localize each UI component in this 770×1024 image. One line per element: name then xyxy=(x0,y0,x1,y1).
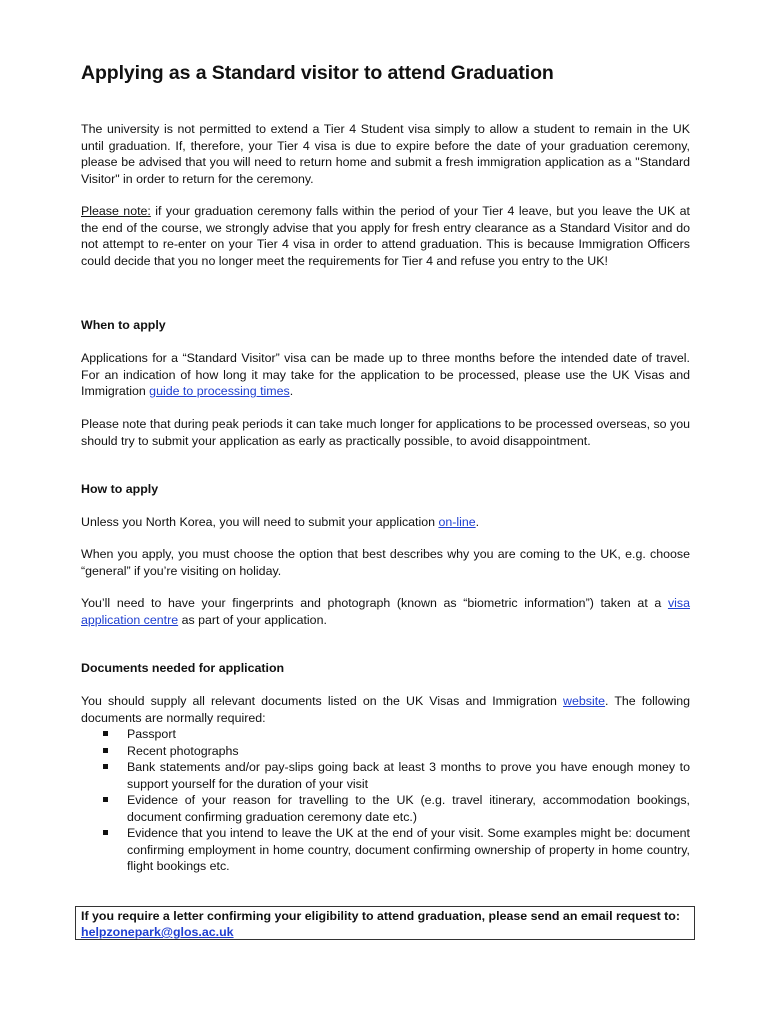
list-item-text: Recent photographs xyxy=(127,743,239,758)
note-label: Please note: xyxy=(81,204,151,218)
intro-paragraph: The university is not permitted to extend a Tier 4 Student visa simply to allow a student to remain in the UK until graduation. If, therefore, your Tier 4 visa is due to expire before the date of your graduation ceremony, please be advised that you will need to return home and submit a fresh immigration application as a "Standard Visitor" in order to return for the ceremony. xyxy=(81,122,690,186)
list-item-text: Passport xyxy=(127,727,176,741)
when-paragraph-1 xyxy=(81,350,690,400)
list-item xyxy=(81,825,690,875)
documents-list xyxy=(81,726,690,875)
list-item xyxy=(81,759,690,792)
how-paragraph-1 xyxy=(81,514,690,531)
ukvi-website-link[interactable]: website xyxy=(563,694,606,708)
bullet-icon xyxy=(103,797,108,802)
biometric-text: You’ll need to have your fingerprints and photograph (known as “biometric information”) taken at a xyxy=(81,596,668,610)
documents-paragraph xyxy=(81,693,690,726)
documents-text-end: . The following documents are normally required: xyxy=(81,694,690,725)
how-paragraph-3 xyxy=(81,595,690,628)
bullet-icon xyxy=(103,731,108,736)
biometric-text-end: as part of your application. xyxy=(178,612,327,627)
list-item-text: Bank statements and/or pay-slips going back at least 3 months to prove you have enough money to support yourself for the duration of your visit xyxy=(127,760,690,791)
list-item-text: Evidence of your reason for travelling to the UK (e.g. travel itinerary, accommodation bookings, document confirming graduation ceremony date etc.) xyxy=(127,793,690,824)
when-text-end: . xyxy=(289,384,294,398)
email-request-text: If you require a letter confirming your eligibility to attend graduation, please send an email request to: xyxy=(81,909,680,923)
how-text: Unless you North Korea, you will need to submit your application xyxy=(81,515,439,529)
how-text-end: . xyxy=(475,515,480,529)
bullet-icon xyxy=(103,748,108,753)
page-title: Applying as a Standard visitor to attend Graduation xyxy=(81,62,554,84)
note-paragraph xyxy=(81,203,690,269)
list-item xyxy=(81,792,690,825)
helpzone-email-link[interactable]: helpzonepark@glos.ac.uk xyxy=(81,925,234,939)
when-text: Applications for a “Standard Visitor” visa can be made up to three months before the intended date of travel. For an indication of how long it may take for the application to be processed, please use the UK Visas and Immigration xyxy=(81,351,690,398)
bullet-icon xyxy=(103,830,108,835)
email-request-box xyxy=(75,906,695,940)
documents-heading: Documents needed for application xyxy=(81,661,285,675)
how-paragraph-2: When you apply, you must choose the option that best describes why you are coming to the UK, e.g. choose “general” if you’re visiting on holiday. xyxy=(81,547,690,578)
when-heading: When to apply xyxy=(81,318,166,332)
online-application-link[interactable]: on-line xyxy=(438,515,476,529)
bullet-icon xyxy=(103,764,108,769)
list-item xyxy=(81,726,690,743)
when-paragraph-2: Please note that during peak periods it can take much longer for applications to be processed overseas, so you should try to submit your application as early as practically possible, to avoid disappointment. xyxy=(81,417,690,448)
how-heading: How to apply xyxy=(81,482,159,496)
list-item xyxy=(81,743,690,760)
list-item-text: Evidence that you intend to leave the UK at the end of your visit. Some examples might be: document confirming employment in home country, document confirming ownership of property in home country, flight bookings etc. xyxy=(127,826,690,873)
visa-application-centre-link[interactable]: visa application centre xyxy=(81,596,690,627)
processing-times-link[interactable]: guide to processing times xyxy=(149,384,290,398)
note-text: if your graduation ceremony falls within the period of your Tier 4 leave, but you leave the UK at the end of the course, we strongly advise that you apply for fresh entry clearance as a Standard Visitor and do not attempt to re-enter on your Tier 4 visa in order to attend graduation. This is because Immigration Officers could decide that you no longer meet the requirements for Tier 4 and refuse you entry to the UK! xyxy=(81,204,690,268)
documents-text: You should supply all relevant documents listed on the UK Visas and Immigration xyxy=(81,694,564,708)
